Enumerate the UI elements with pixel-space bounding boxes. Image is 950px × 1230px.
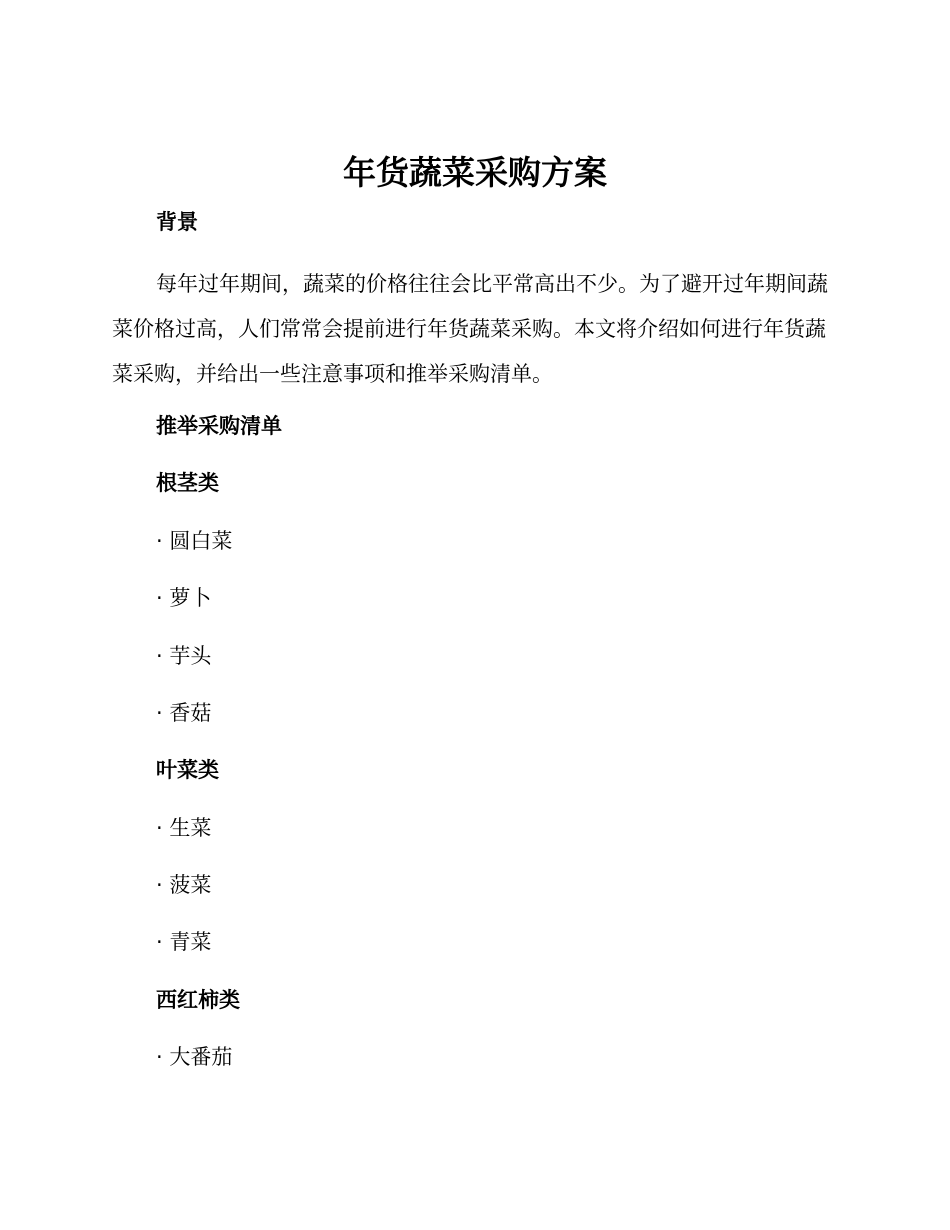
list-item: · 芋头	[156, 644, 212, 668]
category-heading-root-vegetables: 根茎类	[156, 471, 219, 495]
list-item: · 生菜	[156, 816, 212, 840]
section-heading-purchase-list: 推举采购清单	[156, 414, 282, 438]
section-heading-background: 背景	[156, 210, 198, 234]
category-heading-tomatoes: 西红柿类	[156, 988, 240, 1012]
list-item: · 青菜	[156, 930, 212, 954]
list-item: · 大番茄	[156, 1045, 233, 1069]
list-item: · 萝卜	[156, 586, 212, 610]
background-paragraph: 每年过年期间，蔬菜的价格往往会比平常高出不少。为了避开过年期间蔬菜价格过高，人们常常会提前进行年货蔬菜采购。本文将介绍如何进行年货蔬菜采购，并给出一些注意事项和推举采购清单。	[112, 272, 828, 386]
list-item: · 圆白菜	[156, 529, 233, 553]
list-item: · 菠菜	[156, 873, 212, 897]
category-heading-leafy-vegetables: 叶菜类	[156, 758, 219, 782]
list-item: · 香菇	[156, 701, 212, 725]
document-title: 年货蔬菜采购方案	[343, 153, 607, 192]
